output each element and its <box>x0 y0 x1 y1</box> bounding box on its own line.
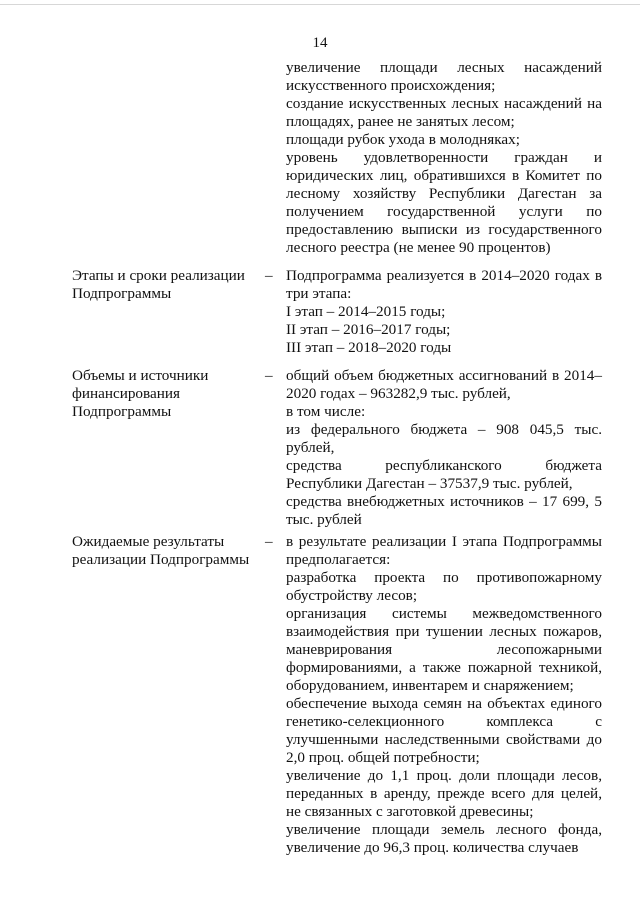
list-item: увеличение площади лесных насаждений искусственного происхождения; <box>286 59 602 94</box>
list-item: общий объем бюджетных ассигнований в 2014–2020 годах – 963282,9 тыс. рублей, <box>286 367 602 402</box>
list-item: увеличение до 1,1 проц. доли площади лесов, переданных в аренду, прежде всего для целей, не связанных с заготовкой древесины; <box>286 767 602 820</box>
list-item: увеличение площади земель лесного фонда, увеличение до 96,3 проц. количества случаев <box>286 821 602 856</box>
list-item: средства республиканского бюджета Республики Дагестан – 37537,9 тыс. рублей, <box>286 457 602 492</box>
page-number: 14 <box>312 35 328 51</box>
section-content <box>286 267 602 357</box>
list-item: создание искусственных лесных насаждений на площадях, ранее не занятых лесом; <box>286 95 602 130</box>
list-item: II этап – 2016–2017 годы; <box>286 321 451 338</box>
list-item: разработка проекта по противопожарному обустройству лесов; <box>286 569 602 604</box>
section-label: Этапы и сроки реализации Подпрограммы <box>72 267 245 302</box>
list-item: организация системы межведомственного взаимодействия при тушении лесных пожаров, маневрирования лесопожарными формированиями, а также пожарной техникой, оборудованием, инвентарем и снаряжением; <box>286 605 602 694</box>
list-item: в том числе: <box>286 403 366 420</box>
section-label: Ожидаемые результаты реализации Подпрограммы <box>72 533 250 568</box>
section-dash: – <box>265 533 273 550</box>
list-item: средства внебюджетных источников – 17 699, 5 тыс. рублей <box>286 493 602 528</box>
scan-edge-noise <box>0 4 640 5</box>
section-dash: – <box>265 367 273 384</box>
list-item: Подпрограмма реализуется в 2014–2020 годах в три этапа: <box>286 267 602 302</box>
list-item: уровень удовлетворенности граждан и юридических лиц, обратившихся в Комитет по лесному хозяйству Республики Дагестан за получением государственной услуги по предоставлению выписки из государственного лесного реестра (не менее 90 процентов) <box>286 149 602 256</box>
section-content <box>286 367 602 529</box>
list-item: в результате реализации I этапа Подпрограммы предполагается: <box>286 533 602 568</box>
intro-content <box>286 59 602 257</box>
list-item: площади рубок ухода в молодняках; <box>286 131 520 148</box>
section-label: Объемы и источники финансирования Подпрограммы <box>72 367 209 420</box>
section-content <box>286 533 602 857</box>
list-item: III этап – 2018–2020 годы <box>286 339 452 356</box>
list-item: I этап – 2014–2015 годы; <box>286 303 446 320</box>
list-item: обеспечение выхода семян на объектах единого генетико-селекционного комплекса с улучшенными наследственными свойствами до 2,0 проц. общей потребности; <box>286 695 602 766</box>
list-item: из федерального бюджета – 908 045,5 тыс. рублей, <box>286 421 602 456</box>
section-dash: – <box>265 267 273 284</box>
